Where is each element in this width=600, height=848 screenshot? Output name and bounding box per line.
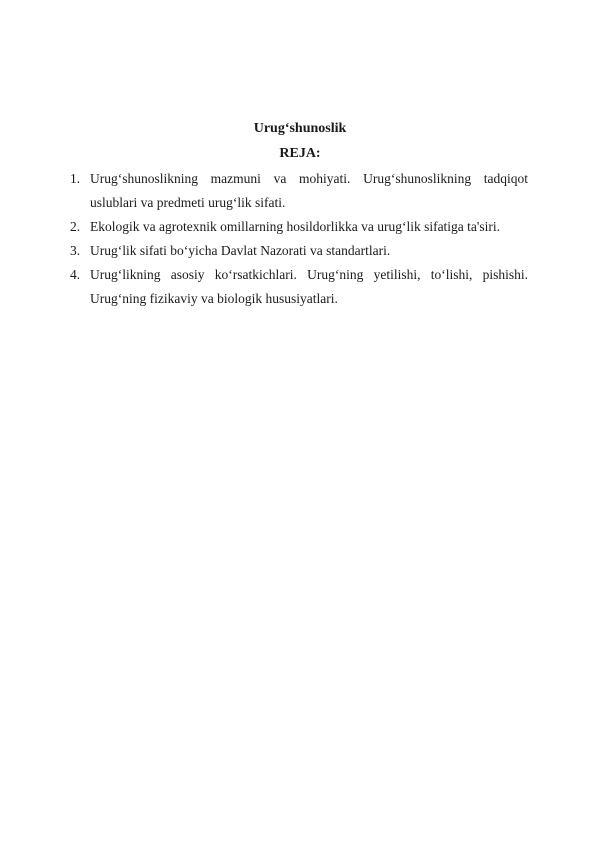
plan-item-number: 4. [70, 267, 81, 282]
plan-item [70, 263, 528, 311]
plan-item [70, 167, 528, 215]
document-title: Urug‘shunoslik [253, 121, 347, 136]
plan-item-number: 3. [70, 243, 81, 258]
plan-item-text: Urug‘lik sifati bo‘yicha Davlat Nazorati va standartlari. [90, 243, 391, 258]
plan-item-text: Ekologik va agrotexnik omillarning hosildorlikka va urug‘lik sifatiga ta'siri. [90, 219, 500, 234]
plan-item-number: 1. [70, 171, 81, 186]
plan-item [70, 239, 528, 263]
plan-list [70, 167, 528, 311]
plan-item [70, 215, 528, 239]
plan-heading: REJA: [279, 146, 321, 161]
plan-item-text: Urug‘likning asosiy ko‘rsatkichlari. Urug‘ning yetilishi, to‘lishi, pishishi. Urug‘ning fizikaviy va biologik hususiyatlari. [90, 267, 528, 306]
plan-item-text: Urug‘shunoslikning mazmuni va mohiyati. Urug‘shunoslikning tadqiqot uslublari va predmeti urug‘lik sifati. [90, 171, 528, 210]
plan-item-number: 2. [70, 219, 81, 234]
